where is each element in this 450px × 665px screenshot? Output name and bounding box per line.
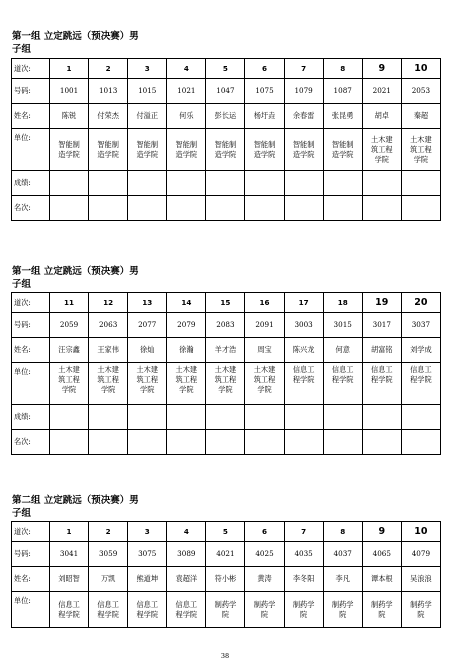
unit-cell [245,363,284,405]
lane-cell: 8 [323,522,362,542]
row-label-number: 号码: [12,313,50,338]
score-cell [401,405,440,430]
number-cell: 4025 [245,542,284,567]
unit-text: 制药学院 [371,599,393,619]
section-2-heading-line2: 子组 [12,279,32,290]
lane-cell: 5 [206,59,245,79]
rank-cell [206,430,245,455]
lane-row [12,59,441,79]
lane-cell: 11 [50,293,89,313]
rank-cell [362,430,401,455]
row-label-seq: 道次: [12,59,50,79]
unit-cell [167,592,206,628]
unit-text: 智能制造学院 [253,139,276,159]
row-label-number: 号码: [12,79,50,104]
score-cell [206,171,245,196]
name-cell: 彭长运 [206,104,245,129]
unit-text: 制药学院 [292,599,315,619]
unit-cell [50,592,89,628]
number-cell: 1015 [128,79,167,104]
section-3-heading-line2: 子组 [12,508,32,519]
lane-row [12,293,441,313]
name-cell: 胡卓 [362,104,401,129]
unit-cell [206,129,245,171]
number-cell: 2079 [167,313,206,338]
number-cell: 3041 [50,542,89,567]
score-cell [167,171,206,196]
name-row [12,338,441,363]
unit-cell [128,363,167,405]
page-number: 38 [220,652,230,660]
row-label-number: 号码: [12,542,50,567]
rank-cell [323,196,362,221]
section-2-heading-line1: 第一组 立定跳远（预决赛）男 [12,266,139,277]
lane-cell: 14 [167,293,206,313]
unit-text: 信息工程学院 [371,365,393,384]
section-3-table [11,521,441,628]
unit-cell [206,363,245,405]
name-row [12,567,441,592]
unit-text: 土木建筑工程学院 [253,365,276,394]
rank-cell [401,430,440,455]
score-cell [284,405,323,430]
rank-cell [206,196,245,221]
section-1-heading-line1: 第一组 立定跳远（预决赛）男 [12,31,139,42]
unit-cell [89,363,128,405]
number-cell: 1021 [167,79,206,104]
number-cell: 1013 [89,79,128,104]
number-cell: 3017 [362,313,401,338]
unit-cell [401,592,440,628]
name-cell: 羊才浩 [206,338,245,363]
score-cell [50,405,89,430]
lane-cell: 3 [128,522,167,542]
number-row [12,313,441,338]
row-label-unit: 单位: [12,592,50,628]
lane-cell: 10 [401,522,440,542]
number-cell: 2059 [50,313,89,338]
rank-cell [245,196,284,221]
rank-cell [50,430,89,455]
lane-cell: 17 [284,293,323,313]
unit-text: 土木建筑工程学院 [371,134,393,164]
name-cell: 汪宗鑫 [50,338,89,363]
lane-cell: 4 [167,59,206,79]
unit-text: 智能制造学院 [175,139,198,159]
lane-cell: 15 [206,293,245,313]
number-cell: 4035 [284,542,323,567]
score-cell [245,405,284,430]
name-cell: 何意 [323,338,362,363]
rank-cell [245,430,284,455]
rank-cell [89,430,128,455]
name-cell: 李冬阳 [284,567,323,592]
unit-text: 土木建筑工程学院 [175,365,198,394]
unit-cell [245,592,284,628]
name-cell: 黄涛 [245,567,284,592]
unit-row [12,363,441,405]
section-1-table [11,58,441,221]
unit-text: 制药学院 [331,599,354,619]
unit-cell [401,129,440,171]
unit-cell [362,592,401,628]
lane-cell: 6 [245,59,284,79]
score-cell [167,405,206,430]
row-label-score: 成绩: [12,171,50,196]
unit-text: 信息工程学院 [175,599,198,619]
lane-row [12,522,441,542]
unit-cell [128,592,167,628]
rank-cell [362,196,401,221]
unit-cell [362,363,401,405]
unit-cell [323,592,362,628]
section-1-heading-line2: 子组 [12,44,32,55]
lane-cell: 8 [323,59,362,79]
row-label-seq: 道次: [12,522,50,542]
number-row [12,542,441,567]
score-cell [89,171,128,196]
number-cell: 2053 [401,79,440,104]
name-cell: 熊道坤 [128,567,167,592]
number-cell: 2083 [206,313,245,338]
number-cell: 2091 [245,313,284,338]
score-cell [50,171,89,196]
lane-cell: 9 [362,522,401,542]
unit-cell [167,363,206,405]
unit-text: 智能制造学院 [97,139,119,159]
name-cell: 陈锐 [50,104,89,129]
section-3-heading-line1: 第二组 立定跳远（预决赛）男 [12,495,139,506]
lane-cell: 20 [401,293,440,313]
score-row [12,405,441,430]
rank-cell [323,430,362,455]
lane-cell: 10 [401,59,440,79]
lane-cell: 4 [167,522,206,542]
number-cell: 4021 [206,542,245,567]
rank-cell [401,196,440,221]
name-cell: 王家伟 [89,338,128,363]
name-cell: 张昆勇 [323,104,362,129]
rank-cell [128,430,167,455]
unit-cell [206,592,245,628]
score-cell [362,171,401,196]
name-cell: 万凯 [89,567,128,592]
number-cell: 1079 [284,79,323,104]
number-cell: 4079 [401,542,440,567]
number-cell: 4037 [323,542,362,567]
unit-cell [89,129,128,171]
number-cell: 1001 [50,79,89,104]
rank-cell [89,196,128,221]
unit-cell [167,129,206,171]
rank-cell [284,430,323,455]
name-cell: 谭本根 [362,567,401,592]
unit-cell [323,129,362,171]
name-cell: 徐瀚 [167,338,206,363]
number-cell: 2077 [128,313,167,338]
name-cell: 付荣杰 [89,104,128,129]
unit-cell [284,363,323,405]
name-cell: 袁超洋 [167,567,206,592]
unit-text: 土木建筑工程学院 [410,134,432,164]
rank-cell [167,430,206,455]
score-cell [128,171,167,196]
unit-cell [245,129,284,171]
unit-cell [323,363,362,405]
unit-text: 制药学院 [253,599,276,619]
number-cell: 3089 [167,542,206,567]
unit-text: 土木建筑工程学院 [136,365,159,394]
score-cell [362,405,401,430]
unit-cell [50,363,89,405]
number-cell: 4065 [362,542,401,567]
number-cell: 3059 [89,542,128,567]
row-label-name: 姓名: [12,338,50,363]
name-cell: 杨圩垚 [245,104,284,129]
name-cell: 胡富铭 [362,338,401,363]
unit-cell [50,129,89,171]
name-row [12,104,441,129]
score-cell [401,171,440,196]
lane-cell: 9 [362,59,401,79]
score-cell [89,405,128,430]
unit-cell [128,129,167,171]
unit-cell [284,129,323,171]
section-2-table [11,292,441,455]
lane-cell: 2 [89,522,128,542]
section-3-heading [12,494,212,520]
unit-text: 信息工程学院 [136,599,159,619]
unit-text: 信息工程学院 [58,599,80,619]
score-cell [245,171,284,196]
row-label-unit: 单位: [12,129,50,171]
lane-cell: 19 [362,293,401,313]
name-cell: 吴浪浪 [401,567,440,592]
unit-text: 土木建筑工程学院 [58,365,80,394]
name-cell: 李凡 [323,567,362,592]
name-cell: 陈兴龙 [284,338,323,363]
number-cell: 3015 [323,313,362,338]
name-cell: 余春雷 [284,104,323,129]
name-cell: 周宝 [245,338,284,363]
score-cell [128,405,167,430]
name-cell: 秦超 [401,104,440,129]
score-cell [323,405,362,430]
unit-text: 智能制造学院 [292,139,315,159]
unit-cell [401,363,440,405]
rank-cell [128,196,167,221]
name-cell: 徐灿 [128,338,167,363]
unit-text: 信息工程学院 [292,365,315,384]
name-cell: 刘学成 [401,338,440,363]
lane-cell: 7 [284,522,323,542]
name-cell: 付溢正 [128,104,167,129]
unit-text: 信息工程学院 [331,365,354,384]
unit-text: 智能制造学院 [58,139,80,159]
unit-row [12,129,441,171]
lane-cell: 13 [128,293,167,313]
unit-text: 信息工程学院 [410,365,432,384]
unit-text: 智能制造学院 [331,139,354,159]
lane-cell: 2 [89,59,128,79]
unit-text: 制药学院 [214,599,237,619]
lane-cell: 1 [50,522,89,542]
number-cell: 2021 [362,79,401,104]
row-label-unit: 单位: [12,363,50,405]
lane-cell: 3 [128,59,167,79]
number-cell: 2063 [89,313,128,338]
unit-row [12,592,441,628]
unit-text: 土木建筑工程学院 [214,365,237,394]
row-label-name: 姓名: [12,567,50,592]
lane-cell: 6 [245,522,284,542]
name-cell: 刘昭智 [50,567,89,592]
row-label-name: 姓名: [12,104,50,129]
number-cell: 1087 [323,79,362,104]
unit-cell [284,592,323,628]
rank-cell [50,196,89,221]
rank-cell [284,196,323,221]
unit-text: 智能制造学院 [136,139,159,159]
section-1-heading [12,30,212,56]
name-cell: 何乐 [167,104,206,129]
unit-text: 信息工程学院 [97,599,119,619]
name-cell: 符小彬 [206,567,245,592]
row-label-rank: 名次: [12,196,50,221]
unit-text: 土木建筑工程学院 [97,365,119,394]
unit-cell [89,592,128,628]
unit-cell [362,129,401,171]
rank-row [12,430,441,455]
score-row [12,171,441,196]
unit-text: 智能制造学院 [214,139,237,159]
score-cell [284,171,323,196]
row-label-rank: 名次: [12,430,50,455]
lane-cell: 12 [89,293,128,313]
number-cell: 3037 [401,313,440,338]
number-row [12,79,441,104]
score-cell [323,171,362,196]
unit-text: 制药学院 [410,599,432,619]
rank-cell [167,196,206,221]
number-cell: 1047 [206,79,245,104]
row-label-score: 成绩: [12,405,50,430]
lane-cell: 7 [284,59,323,79]
number-cell: 3075 [128,542,167,567]
lane-cell: 1 [50,59,89,79]
number-cell: 1075 [245,79,284,104]
rank-row [12,196,441,221]
lane-cell: 5 [206,522,245,542]
score-cell [206,405,245,430]
lane-cell: 18 [323,293,362,313]
row-label-seq: 道次: [12,293,50,313]
section-2-heading [12,265,212,291]
number-cell: 3003 [284,313,323,338]
lane-cell: 16 [245,293,284,313]
